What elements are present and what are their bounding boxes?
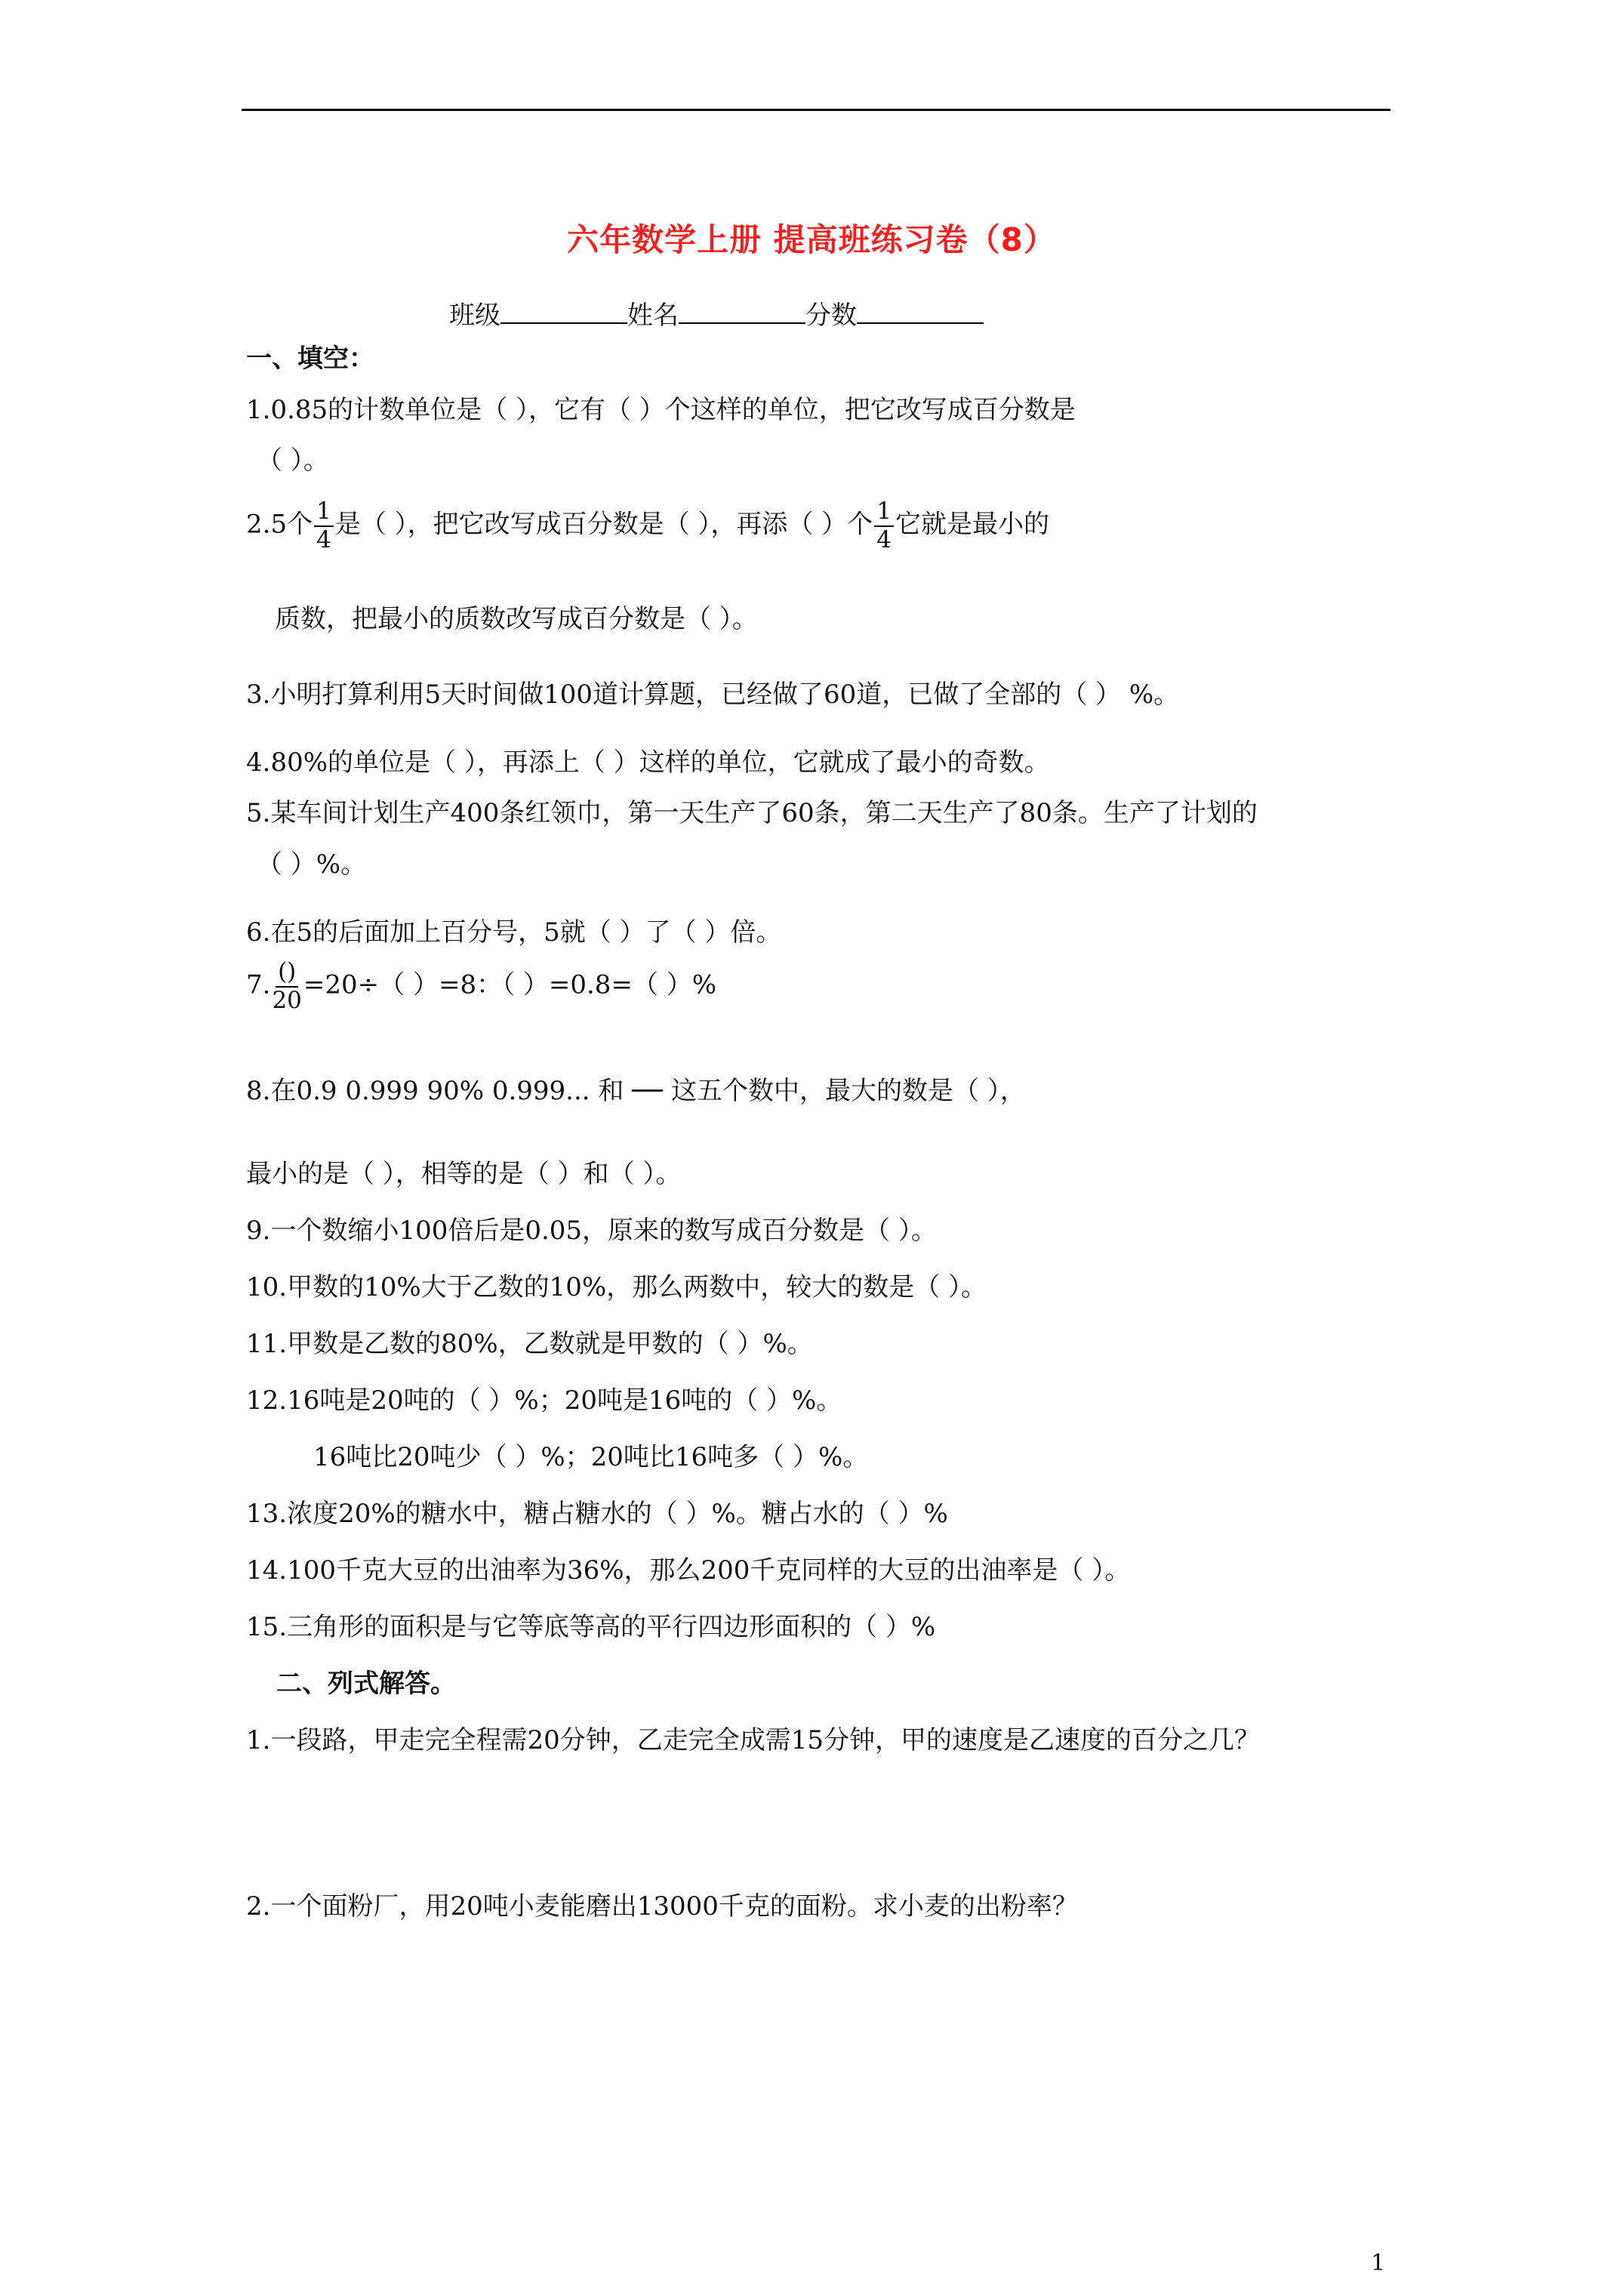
fraction-numerator: 1 (314, 498, 334, 527)
question-5-line-2: （ ）%。 (257, 849, 367, 880)
question-7 (246, 959, 716, 1014)
q7-rest: =20÷（ ）=8：（ ）=0.8=（ ）% (303, 969, 717, 1000)
fraction-numerator: 1 (874, 498, 894, 527)
question-9: 9.一个数缩小100倍后是0.05，原来的数写成百分数是（ ）。 (246, 1216, 937, 1246)
page-title: 六年数学上册 提高班练习卷（8） (567, 221, 1056, 258)
name-blank[interactable] (679, 300, 805, 324)
fraction-one-quarter (314, 498, 334, 553)
problem-2: 2.一个面粉厂，用20吨小麦能磨出13000千克的面粉。求小麦的出粉率？ (246, 1891, 1078, 1922)
question-12-line-2: 16吨比20吨少（ ）%；20吨比16吨多（ ）%。 (313, 1442, 869, 1472)
fraction-denominator: 4 (316, 525, 331, 553)
student-info-row (449, 294, 984, 331)
score-label: 分数 (805, 300, 857, 331)
question-4: 4.80%的单位是（ ），再添上（ ）这样的单位，它就成了最小的奇数。 (246, 747, 1050, 778)
class-blank[interactable] (500, 300, 627, 324)
question-8-line-1: 8.在0.9 0.999 90% 0.999... 和 ── 这五个数中，最大的数是（ ）， (246, 1076, 1026, 1106)
fraction-denominator: 4 (876, 525, 892, 553)
q7-prefix: 7. (246, 969, 271, 1000)
question-10: 10.甲数的10%大于乙数的10%，那么两数中，较大的数是（ ）。 (246, 1272, 987, 1302)
problem-1: 1.一段路，甲走完全程需20分钟，乙走完全成需15分钟，甲的速度是乙速度的百分之几？ (246, 1725, 1260, 1755)
page-number: 1 (1371, 2250, 1386, 2276)
section-1-heading: 一、填空： (246, 344, 374, 374)
question-14: 14.100千克大豆的出油率为36%，那么200千克同样的大豆的出油率是（ ）。 (246, 1555, 1131, 1586)
header-rule (242, 109, 1390, 111)
question-11: 11.甲数是乙数的80%，乙数就是甲数的（ ）%。 (246, 1329, 813, 1359)
question-5-line-1: 5.某车间计划生产400条红领巾，第一天生产了60条，第二天生产了80条。生产了计划的 (246, 798, 1258, 828)
class-label: 班级 (449, 300, 500, 331)
q2-text-c: 它就是最小的 (895, 509, 1049, 540)
fraction-numerator: () (276, 959, 298, 988)
question-8-line-2: 最小的是（ ），相等的是（ ）和（ ）。 (246, 1159, 682, 1189)
question-1-line-2: （ ）。 (257, 445, 329, 476)
q2-text-a: 2.5个 (246, 509, 313, 540)
question-6: 6.在5的后面加上百分号，5就（ ）了（ ）倍。 (246, 917, 782, 948)
question-3: 3.小明打算利用5天时间做100道计算题，已经做了60道，已做了全部的（ ） %。 (246, 680, 1180, 710)
fraction-blank-over-20 (272, 959, 301, 1014)
question-15: 15.三角形的面积是与它等底等高的平行四边形面积的（ ）% (246, 1612, 936, 1642)
name-label: 姓名 (627, 300, 679, 331)
section-2-heading: 二、列式解答。 (276, 1669, 456, 1699)
question-12-line-1: 12.16吨是20吨的（ ）%；20吨是16吨的（ ）%。 (246, 1385, 842, 1416)
question-2-line-2: 质数，把最小的质数改写成百分数是（ ）。 (275, 604, 758, 634)
fraction-denominator: 20 (272, 986, 302, 1014)
fraction-one-quarter (874, 498, 894, 553)
q2-text-b: 是（ ），把它改写成百分数是（ ），再添（ ）个 (334, 509, 873, 540)
question-2-line-1 (246, 498, 1049, 553)
question-1-line-1: 1.0.85的计数单位是（ ），它有（ ）个这样的单位，把它改写成百分数是 (246, 395, 1076, 425)
question-13: 13.浓度20%的糖水中，糖占糖水的（ ）%。糖占水的（ ）% (246, 1499, 948, 1529)
score-blank[interactable] (857, 300, 984, 324)
